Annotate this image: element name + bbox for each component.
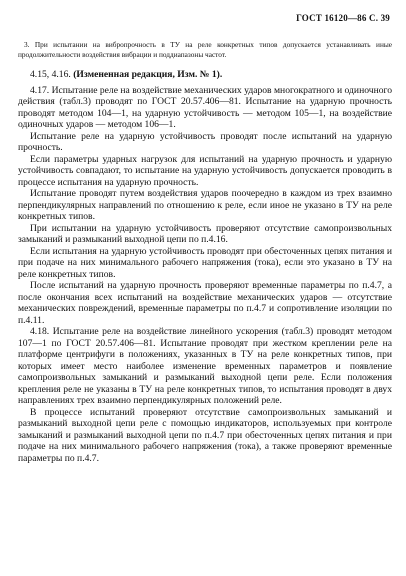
paragraph-4-18: 4.18. Испытание реле на воздействие линейного ускорения (табл.3) проводят методом 107—1 по ГОСТ 20.57.406—81. Испытание проводят при жестком креплении реле на платформе центрифуги в положениях, указанных в ТУ на реле конкретных типов, при которых имеет место наиболее изменение временных параметров и появление самопроизвольных замыканий и размыканий выходной цепи реле. Если положения крепления реле не указаны в ТУ на реле конкретных типов, то испытания проводят в двух направлениях трех взаимно перпендикулярных положений реле. xyxy=(18,326,392,406)
amendment-note: (Измененная редакция, Изм. № 1). xyxy=(73,69,223,80)
paragraph: Если испытания на ударную устойчивость проводят при обесточенных цепях питания и при подаче на них минимального рабочего напряжения (тока), если это указано в ТУ на реле конкретных типов. xyxy=(18,245,392,280)
page-header: ГОСТ 16120—86 С. 39 xyxy=(296,13,390,23)
paragraph: При испытании на ударную устойчивость проверяют отсутствие самопроизвольных замыканий и размыканий выходной цепи по п.4.16. xyxy=(18,222,392,245)
section-number: 4.15, 4.16. xyxy=(30,69,71,80)
footnote-3: 3. При испытании на вибропрочность в ТУ на реле конкретных типов допускается устанавливать иные продолжительности воздействия вибрации и поддиапазоны частот. xyxy=(18,40,392,59)
paragraph: Испытание проводят путем воздействия ударов поочередно в каждом из трех взаимно перпендикулярных направлений по отношению к реле, если иное не указано в ТУ на реле конкретных типов. xyxy=(18,188,392,222)
paragraph: После испытаний на ударную прочность проверяют временные параметры по п.4.7, а после окончания всех испытаний на воздействие механических ударов — отсутствие механических повреждений, временные параметры по п.4.7 и сопротивление изоляции по п.4.11. xyxy=(18,280,392,326)
paragraph: В процессе испытаний проверяют отсутствие самопроизвольных замыканий и размыканий выходной цепи реле с помощью индикаторов, используемых при контроле замыканий и размыканий выходной цепи по п.4.7 при обесточенных цепях питания и при подаче на них минимального рабочего напряжения (тока), а также проверяют временные параметры по п.4.7. xyxy=(18,406,392,464)
paragraph: Если параметры ударных нагрузок для испытаний на ударную прочность и ударную устойчивость совпадают, то испытание на ударную устойчивость допускается проводить в процессе испытания на ударную прочность. xyxy=(18,153,392,188)
document-body xyxy=(18,69,392,464)
paragraph: Испытание реле на ударную устойчивость проводят после испытаний на ударную прочность. xyxy=(18,130,392,153)
paragraph-4-17: 4.17. Испытание реле на воздействие механических ударов многократного и одиночного действия (табл.3) проводят по ГОСТ 20.57.406—81. Испытание на ударную прочность проводят методом 104—1, на ударную устойчивость — методом 105—1, на воздействие одиночных ударов — методом 106—1. xyxy=(18,84,392,130)
section-heading xyxy=(18,69,392,81)
